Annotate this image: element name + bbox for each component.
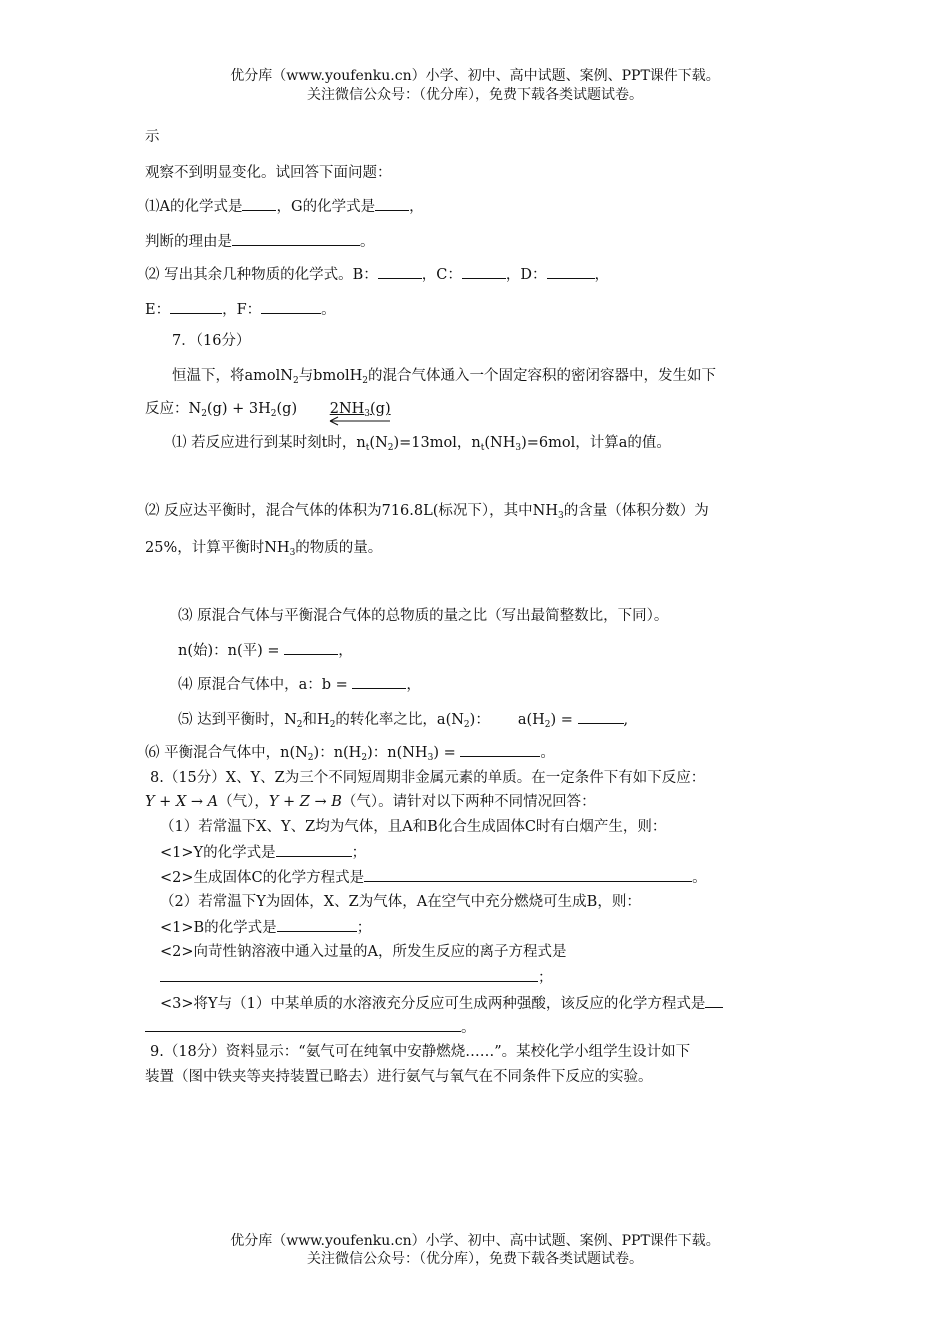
- q7-sub5: ⑸ 达到平衡时，$N_2$和$H_2$的转化率之比，$a(N_2)$： $a(H_2)$ = ,: [178, 709, 628, 730]
- answer-blank[interactable]: [232, 231, 360, 246]
- header-line-2: 关注微信公众号：（优分库），免费下载各类试题试卷。: [307, 87, 643, 103]
- q8-case2: （2）若常温下Y为固体，X、Z为气体，A在空气中充分燃烧可生成B，则：: [160, 894, 641, 910]
- q8-case1-q2: <2>生成固体C的化学方程式是 。: [160, 867, 707, 888]
- q8-case1-q1: <1>Y的化学式是 ；: [160, 842, 366, 863]
- header-line-1: 优分库（www.youfenku.cn）小学、初中、高中试题、案例、PPT课件下载。: [230, 68, 720, 84]
- answer-blank[interactable]: [578, 709, 624, 724]
- q7-sub6: ⑹ 平衡混合气体中，$n(N_2)$：$n(H_2)$：$n(NH_3)$ = 。: [145, 742, 555, 763]
- q7-intro: 恒温下，将amolN$_2$与bmolH$_2$的混合气体通入一个固定容积的密闭容器中，发生如下: [172, 368, 716, 386]
- q7-sub2-line1: ⑵ 反应达平衡时，混合气体的体积为716.8L(标况下），其中$NH_3$的含量（体积分数）为: [145, 503, 709, 521]
- q8-case1: （1）若常温下X、Y、Z均为气体，且A和B化合生成固体C时有白烟产生，则：: [160, 819, 667, 835]
- q7-sub2-line2: 25%，计算平衡时$NH_3$的物质的量。: [145, 540, 383, 558]
- q8-case2-q3: <3>将Y与（1）中某单质的水溶液充分反应可生成两种强酸，该反应的化学方程式是: [160, 993, 723, 1014]
- answer-blank[interactable]: [378, 264, 422, 279]
- answer-blank[interactable]: [375, 196, 409, 211]
- footer-line-1: 优分库（www.youfenku.cn）小学、初中、高中试题、案例、PPT课件下载。: [230, 1233, 720, 1249]
- q8-case2-q2: <2>向苛性钠溶液中通入过量的A，所发生反应的离子方程式是: [160, 944, 567, 960]
- answer-blank[interactable]: [145, 1017, 461, 1032]
- answer-blank[interactable]: [276, 842, 352, 857]
- answer-blank[interactable]: [705, 993, 723, 1008]
- q7-sub4: ⑷ 原混合气体中，a：b = ，: [178, 674, 421, 695]
- answer-blank[interactable]: [277, 917, 357, 932]
- answer-blank[interactable]: [364, 867, 692, 882]
- answer-blank[interactable]: [242, 196, 276, 211]
- q7-sub3-answer: n(始)：n(平) = ，: [178, 640, 353, 661]
- answer-blank[interactable]: [352, 674, 406, 689]
- q6-line-3: ⑴A的化学式是 ，G的化学式是 ，: [145, 196, 424, 217]
- q7-sub1: ⑴ 若反应进行到某时刻t时，$n_t(N_2)=13mol$，$n_t(NH_3)=6mol$，计算a的值。: [172, 435, 671, 453]
- q6-line-4: 判断的理由是 。: [145, 231, 375, 252]
- q8-case2-q2-answer: ；: [160, 967, 553, 988]
- answer-blank[interactable]: [547, 264, 595, 279]
- answer-blank[interactable]: [460, 742, 540, 757]
- q6-line-5: ⑵ 写出其余几种物质的化学式。B： ，C： ，D： ，: [145, 264, 609, 285]
- answer-blank[interactable]: [462, 264, 506, 279]
- answer-blank[interactable]: [284, 640, 338, 655]
- footer-line-2: 关注微信公众号：（优分库），免费下载各类试题试卷。: [307, 1251, 643, 1267]
- q7-title: 7．（16分）: [172, 333, 251, 349]
- q6-line-6: E： ，F： 。: [145, 299, 336, 320]
- reversible-arrow: $2NH_3(g)$: [330, 399, 391, 419]
- equation-1: Y + X → A: [145, 794, 219, 810]
- equation-2: Y + Z → B: [268, 794, 342, 810]
- q8-title: 8.（15分）X、Y、Z为三个不同短周期非金属元素的单质。在一定条件下有如下反应：: [150, 770, 706, 786]
- q8-case2-q1: <1>B的化学式是 ；: [160, 917, 371, 938]
- q7-reaction: 反应：$N_2(g) + 3H_2(g)$ $2NH_3(g)$: [145, 399, 391, 419]
- reverse-arrow-icon: [326, 416, 392, 426]
- answer-blank[interactable]: [160, 967, 538, 982]
- q6-line-1: 示: [145, 129, 160, 145]
- q8-case2-q3-answer: 。: [145, 1017, 476, 1038]
- q7-sub3: ⑶ 原混合气体与平衡混合气体的总物质的量之比（写出最简整数比，下同）。: [178, 608, 669, 624]
- q8-equations: Y + X → A（气），Y + Z → B（气）。请针对以下两种不同情况回答：: [145, 794, 596, 810]
- answer-blank[interactable]: [170, 299, 222, 314]
- q9-line-2: 装置（图中铁夹等夹持装置已略去）进行氨气与氧气在不同条件下反应的实验。: [145, 1069, 653, 1085]
- q6-line-2: 观察不到明显变化。试回答下面问题：: [145, 165, 392, 181]
- q9-line-1: 9.（18分）资料显示：“氨气可在纯氧中安静燃烧……”。某校化学小组学生设计如下: [150, 1044, 691, 1060]
- answer-blank[interactable]: [261, 299, 321, 314]
